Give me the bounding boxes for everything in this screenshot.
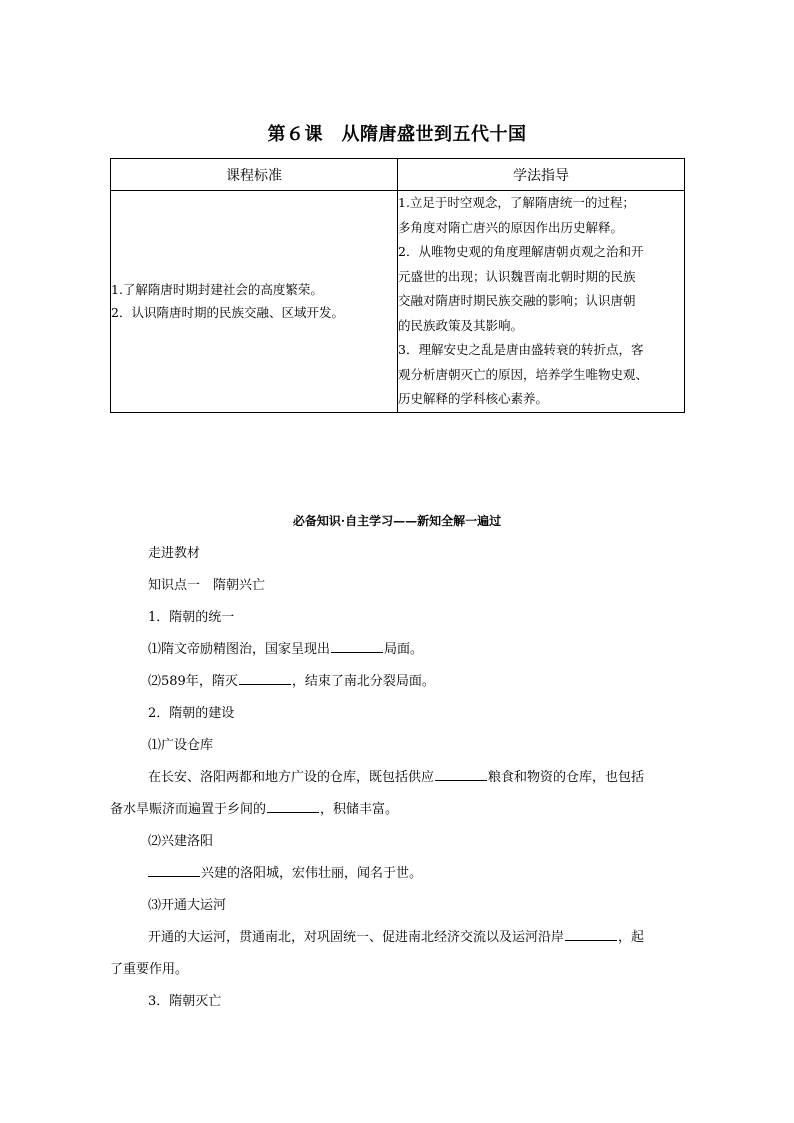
- paragraph-continuation: 了重要作用。: [110, 962, 189, 977]
- study-guidance-cell: [398, 191, 685, 413]
- guidance-line: 2．从唯物史观的角度理解唐朝贞观之治和开: [398, 244, 644, 259]
- guidance-line: 3．理解安史之乱是唐由盛转衰的转折点，客: [398, 342, 644, 357]
- sub-item-heading: ⑶开通大运河: [148, 898, 227, 913]
- guidance-line: 多角度对隋亡唐兴的原因作出历史解释。: [398, 219, 624, 235]
- header-curriculum-standard: 课程标准: [111, 159, 398, 191]
- knowledge-point-heading: 知识点一 隋朝兴亡: [148, 578, 266, 593]
- fill-blank-line: 开通的大运河，贯通南北，对巩固统一、促进南北经济交流以及运河沿岸 ，起: [148, 930, 645, 945]
- fill-blank-line: 备水旱赈济而遍置于乡间的 ，积储丰富。: [110, 802, 399, 817]
- guidance-line: 观分析唐朝灭亡的原因，培养学生唯物史观、: [398, 366, 649, 382]
- sub-item-heading: ⑴广设仓库: [148, 738, 214, 753]
- curriculum-standard-cell: [111, 191, 398, 413]
- fill-blank-line: 兴建的洛阳城，宏伟壮丽，闻名于世。: [148, 862, 422, 881]
- item-heading: 1．隋朝的统一: [148, 610, 235, 625]
- guidance-line: 历史解释的学科核心素养。: [398, 391, 549, 406]
- answer-blank[interactable]: [331, 651, 383, 653]
- fill-blank-line: ⑴隋文帝励精图治，国家呈现出 局面。: [148, 642, 424, 657]
- answer-blank[interactable]: [565, 939, 617, 941]
- item-heading: 3．隋朝灭亡: [148, 994, 222, 1009]
- header-study-guidance: 学法指导: [398, 159, 685, 191]
- guidance-line: 交融对隋唐时期民族交融的影响；认识唐朝: [398, 293, 636, 308]
- subheading-textbook: 走进教材: [148, 546, 201, 561]
- lesson-title: 第６课 从隋唐盛世到五代十国: [267, 124, 527, 145]
- answer-blank[interactable]: [239, 683, 291, 685]
- guidance-line: 1.立足于时空观念，了解隋唐统一的过程；: [398, 195, 635, 210]
- fill-blank-line: 在长安、洛阳两都和地方广设的仓库，既包括供应 粮食和物资的仓库，也包括: [148, 770, 645, 785]
- guidance-line: 元盛世的出现；认识魏晋南北朝时期的民族: [398, 268, 636, 284]
- section-heading: 必备知识·自主学习——新知全解一遍过: [292, 514, 502, 528]
- answer-blank[interactable]: [267, 811, 319, 813]
- answer-blank[interactable]: [435, 779, 487, 781]
- item-heading: 2．隋朝的建设: [148, 706, 235, 721]
- guidance-line: 的民族政策及其影响。: [398, 317, 524, 333]
- fill-blank-line: ⑵589年，隋灭 ，结束了南北分裂局面。: [148, 674, 435, 689]
- curriculum-table: [110, 158, 685, 413]
- answer-blank[interactable]: [148, 875, 200, 877]
- standard-item: 2．认识隋唐时期的民族交融、区域开发。: [111, 305, 344, 321]
- standard-item: 1.了解隋唐时期封建社会的高度繁荣。: [111, 282, 323, 298]
- sub-item-heading: ⑵兴建洛阳: [148, 834, 214, 849]
